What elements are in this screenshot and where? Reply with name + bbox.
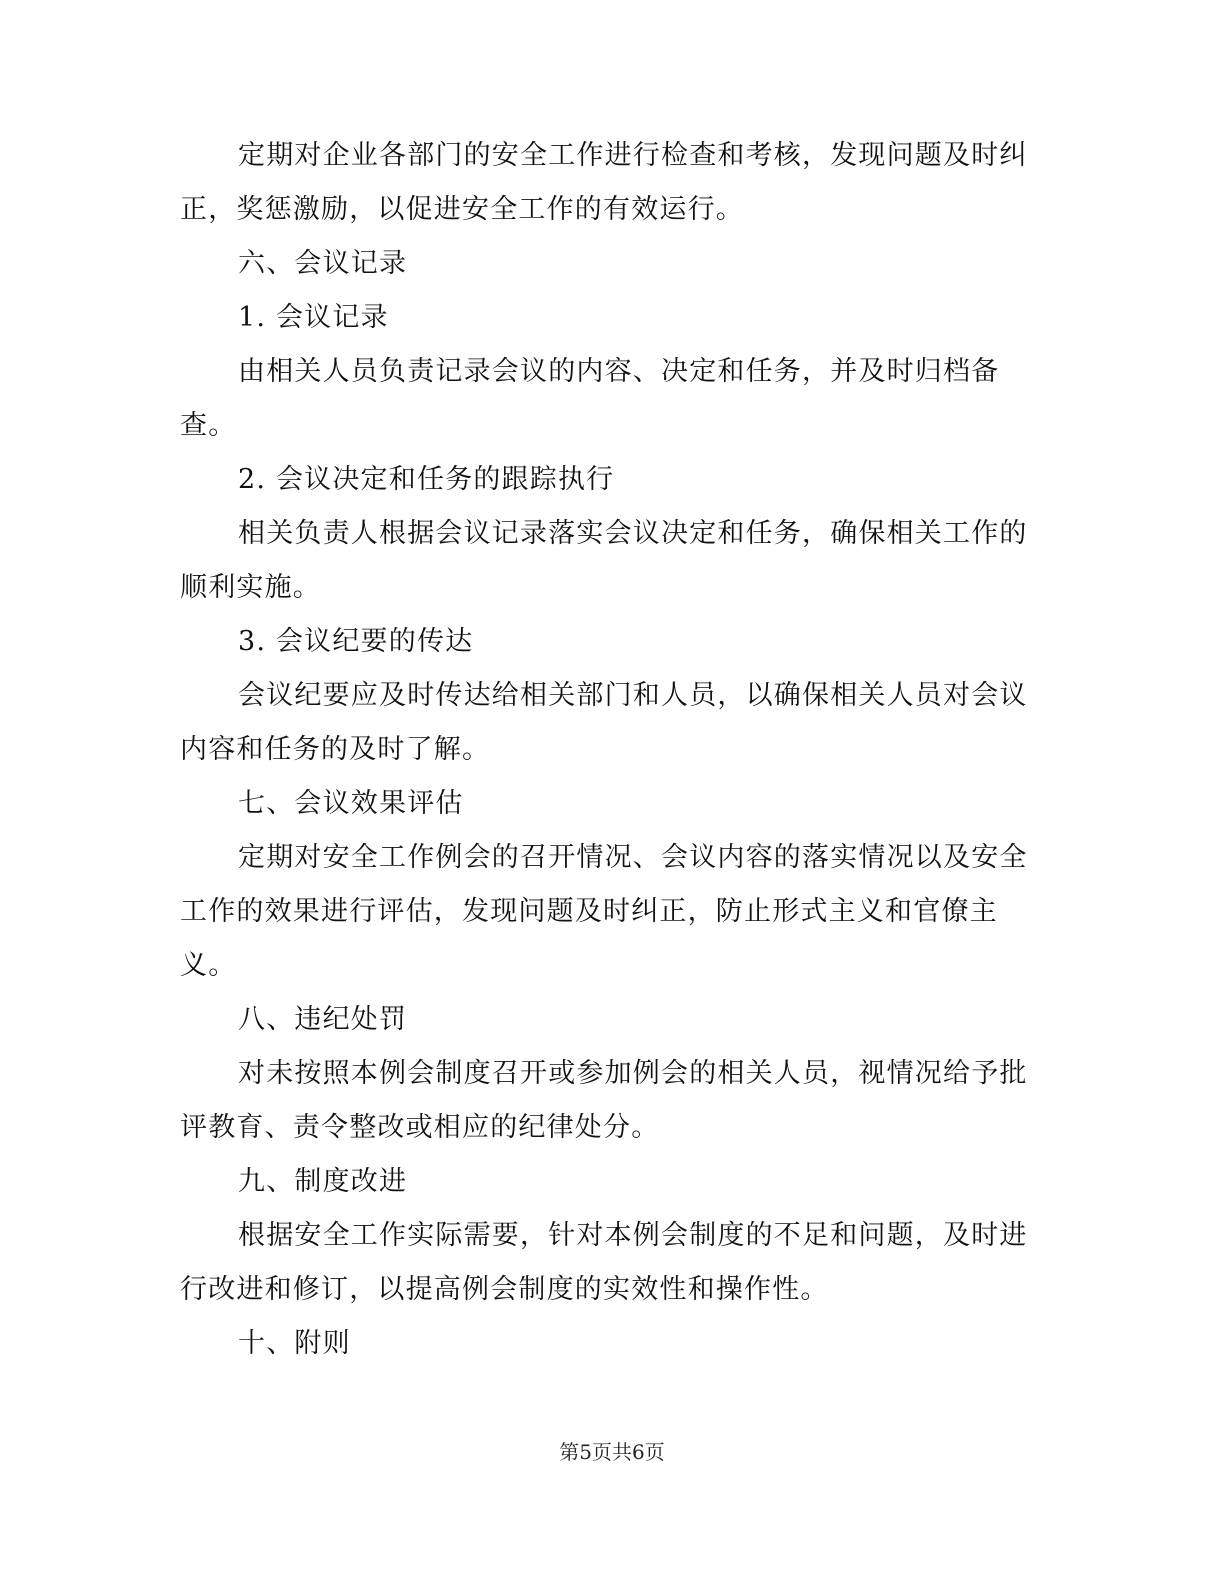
page-number-footer: 第5页共6页 — [559, 1440, 665, 1464]
paragraph-line: 工作的效果进行评估，发现问题及时纠正，防止形式主义和官僚主 — [180, 896, 998, 927]
paragraph-line: 对未按照本例会制度召开或参加例会的相关人员，视情况给予批 — [238, 1058, 1028, 1089]
section-heading: 八、违纪处罚 — [238, 1004, 408, 1035]
section-heading: 六、会议记录 — [238, 248, 408, 279]
paragraph-line: 定期对企业各部门的安全工作进行检查和考核，发现问题及时纠 — [238, 140, 1028, 171]
section-heading: 十、附则 — [238, 1328, 351, 1359]
paragraph-line: 相关负责人根据会议记录落实会议决定和任务，确保相关工作的 — [238, 518, 1028, 549]
paragraph-line: 内容和任务的及时了解。 — [180, 734, 491, 765]
paragraph-line: 顺利实施。 — [180, 572, 321, 603]
subsection-heading: 2. 会议决定和任务的跟踪执行 — [238, 464, 615, 495]
paragraph-line: 正，奖惩激励，以促进安全工作的有效运行。 — [180, 194, 744, 225]
paragraph-line: 评教育、责令整改或相应的纪律处分。 — [180, 1112, 660, 1143]
paragraph-line: 会议纪要应及时传达给相关部门和人员，以确保相关人员对会议 — [238, 680, 1028, 711]
paragraph-line: 查。 — [180, 410, 237, 441]
paragraph-line: 由相关人员负责记录会议的内容、决定和任务，并及时归档备 — [238, 356, 1000, 387]
paragraph-line: 义。 — [180, 950, 237, 981]
subsection-heading: 3. 会议纪要的传达 — [238, 626, 474, 657]
paragraph-line: 根据安全工作实际需要，针对本例会制度的不足和问题，及时进 — [238, 1220, 1028, 1251]
paragraph-line: 定期对安全工作例会的召开情况、会议内容的落实情况以及安全 — [238, 842, 1028, 873]
subsection-heading: 1. 会议记录 — [238, 302, 389, 333]
section-heading: 九、制度改进 — [238, 1166, 408, 1197]
section-heading: 七、会议效果评估 — [238, 788, 464, 819]
paragraph-line: 行改进和修订，以提高例会制度的实效性和操作性。 — [180, 1274, 829, 1305]
